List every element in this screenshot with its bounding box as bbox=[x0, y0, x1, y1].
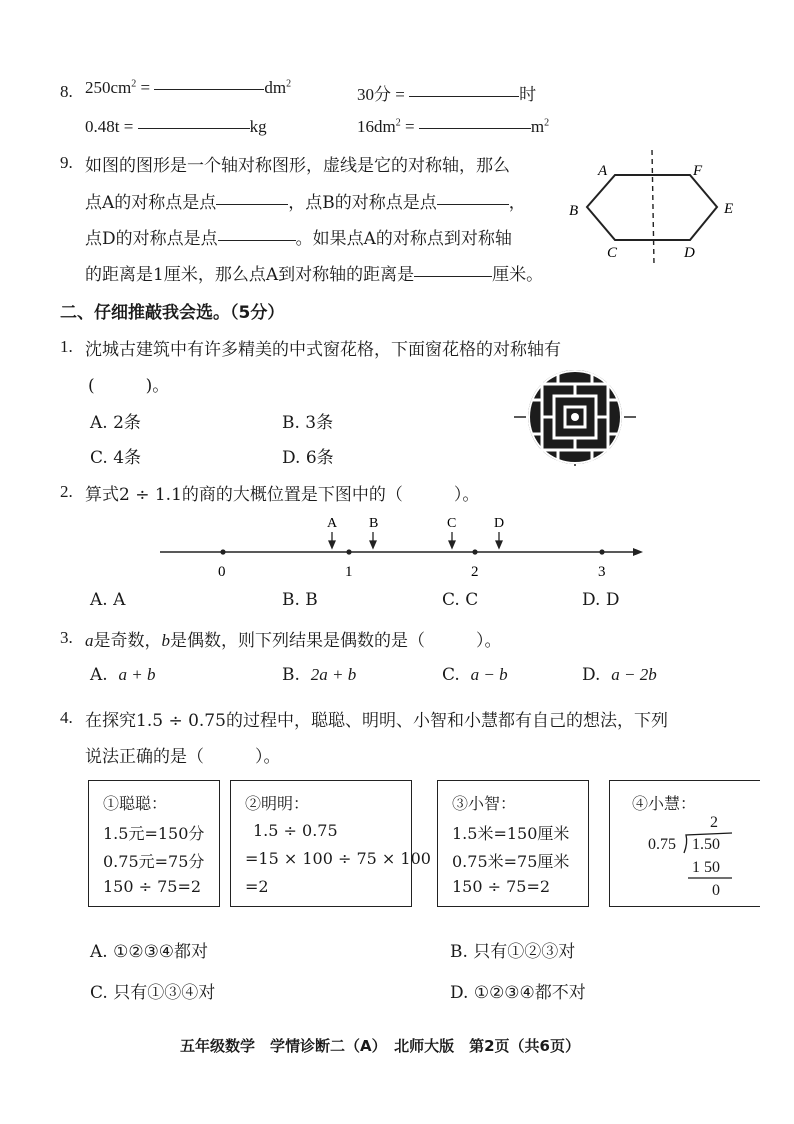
mc1-option-a[interactable]: A. 2条 bbox=[90, 413, 141, 433]
q9-number: 9. bbox=[60, 153, 73, 172]
box-line: =2 bbox=[245, 877, 269, 896]
answer-blank[interactable] bbox=[138, 127, 250, 129]
mc2-option-a[interactable]: A. A bbox=[90, 590, 126, 610]
window-lattice-image bbox=[512, 370, 640, 466]
mc4-stem-1: 在探究1.5 ÷ 0.75的过程中，聪聪、明明、小智和小慧都有自己的想法，下列 bbox=[85, 711, 668, 731]
remainder: 0 bbox=[712, 882, 720, 899]
q9-line-4: 的距离是1厘米，那么点A到对称轴的距离是 厘米。 bbox=[85, 265, 544, 285]
symmetry-axis bbox=[652, 150, 654, 265]
box-line: 1.5米=150厘米 bbox=[452, 824, 570, 843]
dividend: 1.50 bbox=[692, 836, 720, 853]
mc3-option-b[interactable]: B. 2a + b bbox=[282, 665, 357, 685]
point-label-a: A bbox=[327, 516, 338, 531]
q9-line-1: 如图的图形是一个轴对称图形，虚线是它的对称轴，那么 bbox=[85, 156, 510, 176]
box-line: 150 ÷ 75=2 bbox=[452, 877, 551, 896]
mc4-option-d[interactable]: D. ①②③④都不对 bbox=[450, 983, 586, 1003]
mc2-number: 2. bbox=[60, 482, 73, 501]
box-title: ④小慧： bbox=[632, 794, 697, 813]
point-label-c: C bbox=[447, 516, 457, 531]
answer-blank[interactable] bbox=[437, 203, 509, 205]
tick-label-1: 1 bbox=[345, 564, 353, 580]
mc1-option-b[interactable]: B. 3条 bbox=[282, 413, 334, 433]
box-line: =15 × 100 ÷ 75 × 100 bbox=[245, 849, 431, 868]
point-label-d: D bbox=[494, 516, 505, 531]
mc2-stem: 算式2 ÷ 1.1的商的大概位置是下图中的（ ）。 bbox=[85, 485, 480, 505]
tick-label-3: 3 bbox=[598, 564, 606, 580]
mc3-option-c[interactable]: C. a − b bbox=[442, 665, 508, 685]
mc1-option-c[interactable]: C. 4条 bbox=[90, 448, 142, 468]
answer-blank[interactable] bbox=[154, 88, 264, 90]
box-line: 0.75米=75厘米 bbox=[452, 852, 570, 871]
tick-label-2: 2 bbox=[471, 564, 479, 580]
box-line: 0.75元=75分 bbox=[103, 852, 205, 871]
answer-blank[interactable] bbox=[419, 127, 531, 129]
answer-blank[interactable] bbox=[218, 239, 296, 241]
method-box-congcong bbox=[88, 780, 220, 907]
q9-line-3: 点D的对称点是点 。如果点A的对称点到对称轴 bbox=[85, 229, 512, 249]
mc4-number: 4. bbox=[60, 708, 73, 727]
box-line: 1.5元=150分 bbox=[103, 824, 205, 843]
mc1-option-d[interactable]: D. 6条 bbox=[282, 448, 334, 468]
answer-blank[interactable] bbox=[409, 95, 519, 97]
mc3-option-d[interactable]: D. a − 2b bbox=[582, 665, 657, 685]
box-title: ②明明： bbox=[245, 794, 310, 813]
label-f: F bbox=[693, 163, 703, 179]
mc4-option-b[interactable]: B. 只有①②③对 bbox=[450, 942, 576, 962]
mc4-option-c[interactable]: C. 只有①③④对 bbox=[90, 983, 216, 1003]
q8-item-4: $16dm^2 = m^2$ bbox=[357, 117, 550, 136]
mc3-option-a[interactable]: A. a + b bbox=[90, 665, 156, 685]
hexagon-shape bbox=[587, 175, 717, 240]
label-c: C bbox=[607, 245, 618, 261]
box-title: ③小智： bbox=[452, 794, 517, 813]
q8-number: 8. bbox=[60, 82, 73, 101]
q8-item-1: $250cm^2 = dm^2$ bbox=[85, 78, 292, 97]
mc2-option-c[interactable]: C. C bbox=[442, 590, 479, 610]
mc3-number: 3. bbox=[60, 628, 73, 647]
number-line bbox=[155, 510, 655, 585]
mc4-option-a[interactable]: A. ①②③④都对 bbox=[90, 942, 209, 962]
mc2-option-b[interactable]: B. B bbox=[282, 590, 318, 610]
q8-item-3: 0.48t = kg bbox=[85, 117, 267, 136]
box-line: 1.5 ÷ 0.75 bbox=[253, 821, 338, 840]
mc4-stem-2: 说法正确的是（ ）。 bbox=[85, 747, 281, 767]
point-label-b: B bbox=[369, 516, 379, 531]
method-box-xiaohui bbox=[609, 780, 760, 907]
tick-label-0: 0 bbox=[218, 564, 226, 580]
long-division bbox=[640, 811, 740, 901]
divisor: 0.75 bbox=[648, 836, 676, 853]
page-footer: 五年级数学 学情诊断二（A） 北师大版 第2页（共6页） bbox=[180, 1037, 580, 1055]
answer-blank[interactable] bbox=[414, 275, 492, 277]
q9-line-2: 点A的对称点是点 ，点B的对称点是点 ， bbox=[85, 193, 526, 213]
label-d: D bbox=[684, 245, 695, 261]
mc1-answer-paren[interactable]: ( )。 bbox=[88, 376, 170, 396]
mc1-stem: 沈城古建筑中有许多精美的中式窗花格，下面窗花格的对称轴有 bbox=[85, 340, 561, 360]
product: 1 50 bbox=[692, 859, 720, 876]
method-box-xiaozhi bbox=[437, 780, 589, 907]
label-e: E bbox=[724, 201, 734, 217]
label-b: B bbox=[569, 203, 579, 219]
mc3-stem: a是奇数，b是偶数，则下列结果是偶数的是（ ）。 bbox=[85, 631, 502, 651]
q8-item-2: 30分 = 时 bbox=[357, 85, 537, 104]
box-line: 150 ÷ 75=2 bbox=[103, 877, 202, 896]
section-2-title: 二、仔细推敲我会选。（5分） bbox=[60, 303, 285, 323]
mc2-option-d[interactable]: D. D bbox=[582, 590, 620, 610]
answer-blank[interactable] bbox=[216, 203, 288, 205]
method-box-mingming bbox=[230, 780, 431, 907]
hexagon-figure bbox=[560, 145, 750, 270]
mc1-number: 1. bbox=[60, 337, 73, 356]
label-a: A bbox=[598, 163, 608, 179]
box-title: ①聪聪： bbox=[103, 794, 168, 813]
quotient: 2 bbox=[710, 814, 718, 831]
